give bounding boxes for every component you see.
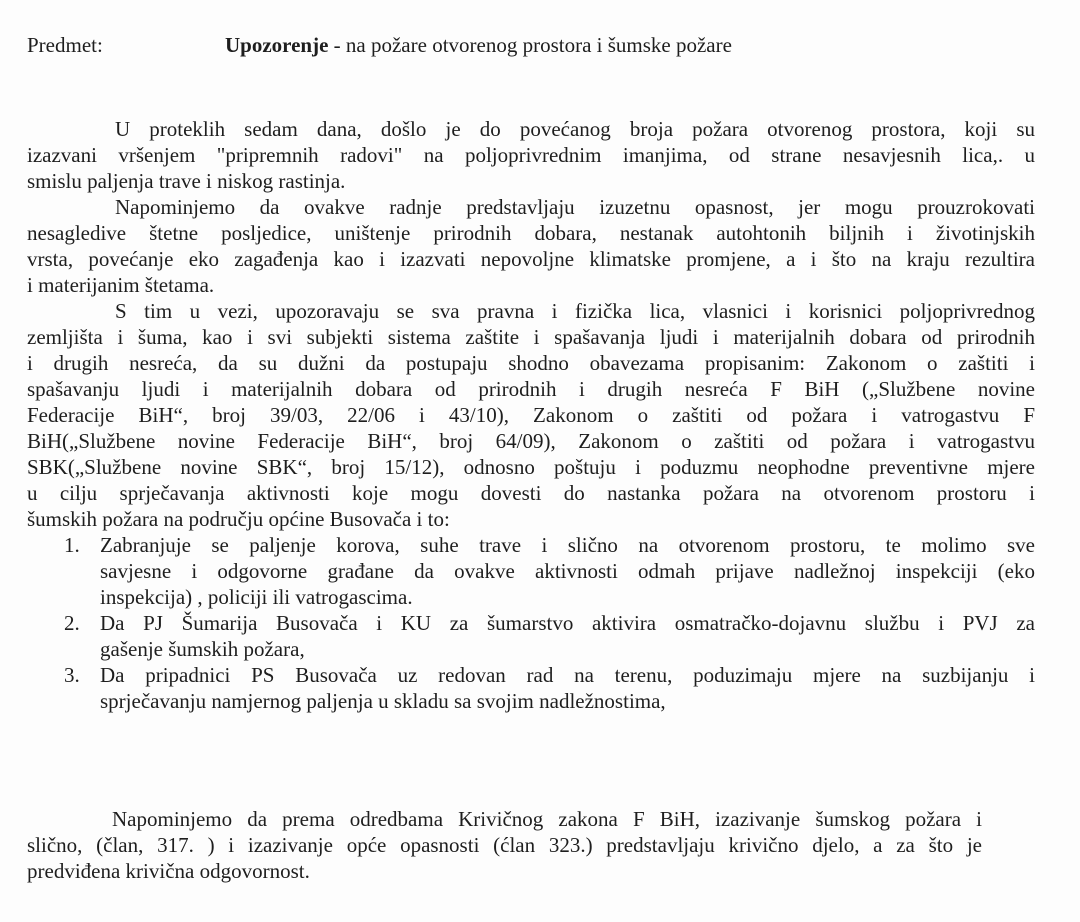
- text-line: Zabranjuje se paljenje korova, suhe trave i slično na otvorenom prostoru, te molimo sve: [100, 533, 1035, 557]
- text-line: spašavanju ljudi i materijalnih dobara od prirodnih i drugih nesreća F BiH („Službene novine: [27, 377, 1035, 401]
- text-line: i materijanim štetama.: [27, 273, 215, 297]
- subject-title-rest: - na požare otvorenog prostora i šumske požare: [328, 33, 732, 57]
- text-line: S tim u vezi, upozoravaju se sva pravna i fizička lica, vlasnici i korisnici poljoprivrednog: [115, 299, 1035, 323]
- list-number: 2.: [64, 611, 80, 635]
- text-line: sprječavanju namjernog paljenja u skladu sa svojim nadležnostima,: [100, 689, 666, 713]
- subject-label: Predmet:: [27, 33, 103, 57]
- text-line: inspekcija) , policiji ili vatrogascima.: [100, 585, 413, 609]
- text-line: izazvani vršenjem "pripremnih radovi" na poljoprivrednim imanjima, od strane nesavjesnih lica,. u: [27, 143, 1035, 167]
- text-line: SBK(„Službene novine SBK“, broj 15/12), odnosno poštuju i poduzmu neophodne preventivne mjere: [27, 455, 1035, 479]
- measures-list: [27, 532, 1035, 714]
- text-line: Da pripadnici PS Busovača uz redovan rad na terenu, poduzimaju mjere na suzbijanju i: [100, 663, 1035, 687]
- text-line: savjesne i odgovorne građane da ovakve aktivnosti odmah prijave nadležnoj inspekciji (eko: [100, 559, 1035, 583]
- list-item: [27, 662, 1035, 714]
- list-item: [27, 532, 1035, 610]
- text-line: BiH(„Službene novine Federacije BiH“, broj 64/09), Zakonom o zaštiti od požara i vatrogastvu: [27, 429, 1035, 453]
- text-line: Da PJ Šumarija Busovača i KU za šumarstvo aktivira osmatračko-dojavnu službu i PVJ za: [100, 611, 1035, 635]
- closing-paragraph: [27, 806, 982, 884]
- list-number: 3.: [64, 663, 80, 687]
- subject-title-bold: Upozorenje: [225, 33, 329, 57]
- text-line: U proteklih sedam dana, došlo je do povećanog broja požara otvorenog prostora, koji su: [115, 117, 1035, 141]
- text-line: Napominjemo da ovakve radnje predstavljaju izuzetnu opasnost, jer mogu prouzrokovati: [115, 195, 1035, 219]
- text-line: i drugih nesreća, da su dužni da postupaju shodno obavezama propisanim: Zakonom o zaštiti i: [27, 351, 1035, 375]
- document-body: [27, 116, 1035, 714]
- list-item: [27, 610, 1035, 662]
- text-line: slično, (član, 317. ) i izazivanje opće opasnosti (ćlan 323.) predstavljaju krivično djelo, a za što je: [27, 833, 982, 857]
- paragraph-danger: [27, 194, 1035, 298]
- subject-line: [27, 32, 1067, 58]
- text-line: zemljišta i šuma, kao i svi subjekti sistema zaštite i spašavanja ljudi i materijalnih dobara od prirodnih: [27, 325, 1035, 349]
- text-line: predviđena krivična odgovornost.: [27, 859, 310, 883]
- paragraph-intro: [27, 116, 1035, 194]
- text-line: vrsta, povećanje eko zagađenja kao i izazvati nepovoljne klimatske promjene, a i što na kraju rezultira: [27, 247, 1035, 271]
- text-line: smislu paljenja trave i niskog rastinja.: [27, 169, 346, 193]
- closing-text: [27, 806, 982, 884]
- list-number: 1.: [64, 533, 80, 557]
- text-line: gašenje šumskih požara,: [100, 637, 305, 661]
- text-line: u cilju sprječavanja aktivnosti koje mogu dovesti do nastanka požara na otvorenom prostoru i: [27, 481, 1035, 505]
- paragraph-warning: [27, 298, 1035, 532]
- text-line: nesagledive štetne posljedice, uništenje prirodnih dobara, nestanak autohtonih biljnih i životinjskih: [27, 221, 1035, 245]
- text-line: Federacije BiH“, broj 39/03, 22/06 i 43/10), Zakonom o zaštiti od požara i vatrogastvu F: [27, 403, 1035, 427]
- text-line: šumskih požara na području općine Busovača i to:: [27, 507, 450, 531]
- text-line: Napominjemo da prema odredbama Krivičnog zakona F BiH, izazivanje šumskog požara i: [112, 807, 982, 831]
